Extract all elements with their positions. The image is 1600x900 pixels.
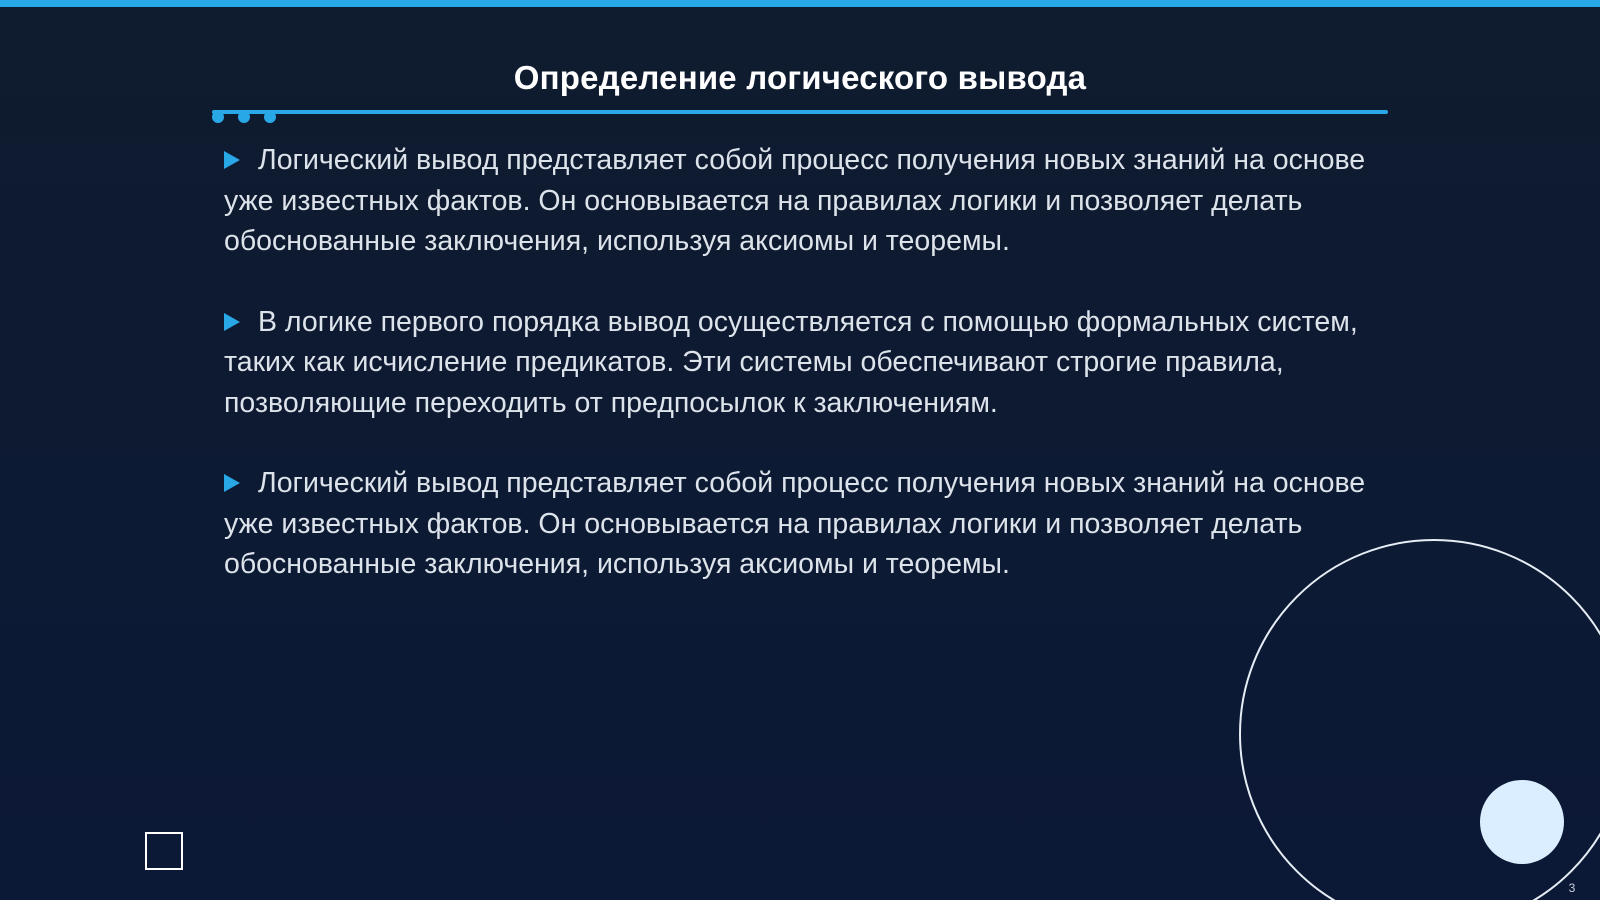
bullet-item	[224, 140, 1384, 262]
top-accent-bar	[0, 0, 1600, 7]
decorative-dot	[238, 111, 250, 123]
bullet-item	[224, 302, 1384, 424]
decorative-dots	[212, 111, 276, 123]
decorative-dot	[212, 111, 224, 123]
decorative-square-outline	[145, 832, 183, 870]
bullet-text: Логический вывод представляет собой процесс получения новых знаний на основе уже известных фактов. Он основывается на правилах логики и позволяет делать обоснованные заключения, используя аксиомы и теоремы.	[224, 144, 1366, 257]
triangle-right-icon	[224, 474, 240, 492]
slide-title: Определение логического вывода	[513, 59, 1087, 96]
bullet-text: В логике первого порядка вывод осуществляется с помощью формальных систем, таких как исчисление предикатов. Эти системы обеспечивают строгие правила, позволяющие переходить от предпосылок к заключениям.	[224, 305, 1358, 419]
bullet-list	[224, 140, 1384, 625]
decorative-dot	[264, 111, 276, 123]
triangle-right-icon	[224, 151, 240, 169]
triangle-right-icon	[224, 313, 240, 331]
decorative-circle-filled	[1480, 780, 1564, 864]
bullet-text: Логический вывод представляет собой процесс получения новых знаний на основе уже известных фактов. Он основывается на правилах логики и позволяет делать обоснованные заключения, используя аксиомы и теоремы.	[224, 467, 1366, 580]
page-number: 3	[1568, 881, 1576, 895]
bullet-item	[224, 463, 1384, 585]
title-underline	[212, 110, 1388, 114]
